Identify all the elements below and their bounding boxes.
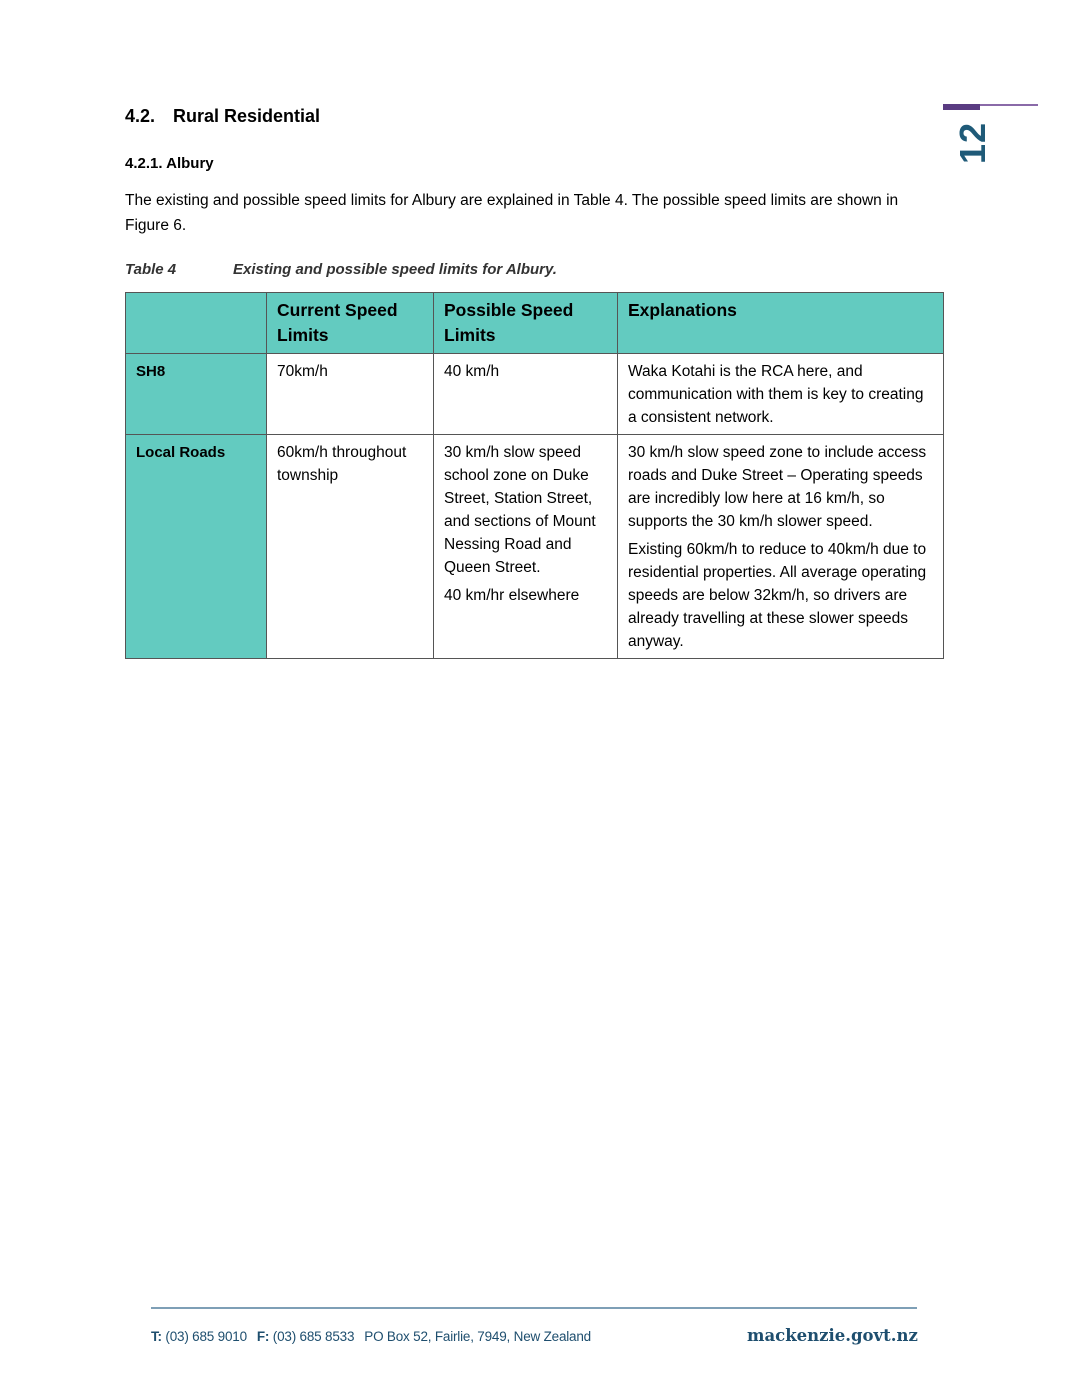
section-number: 4.2.: [125, 106, 156, 126]
header-current: Current Speed Limits: [267, 293, 434, 354]
phone-label: T:: [151, 1329, 162, 1344]
corner-mark-bar: [943, 104, 980, 110]
header-road: [126, 293, 267, 354]
header-explanations: Explanations: [618, 293, 944, 354]
possible-limit: [434, 435, 618, 659]
speed-limits-table: [125, 292, 944, 659]
current-limit: 70km/h: [267, 354, 434, 435]
road-name: Local Roads: [126, 435, 267, 659]
possible-limit-text: 40 km/h: [444, 363, 500, 380]
possible-limit-text: 40 km/hr elsewhere: [444, 587, 580, 604]
possible-limit-text: 30 km/h slow speed school zone on Duke Street, Station Street, and sections of Mount Nessing Road and Queen Street.: [444, 444, 596, 576]
explanation: [618, 354, 944, 435]
road-name: SH8: [126, 354, 267, 435]
footer-website: mackenzie.govt.nz: [747, 1326, 918, 1345]
explanation-text: Waka Kotahi is the RCA here, and communication with them is key to creating a consistent network.: [628, 363, 924, 426]
postal-address: PO Box 52, Fairlie, 7949, New Zealand: [364, 1329, 591, 1344]
corner-mark-line: [980, 104, 1038, 106]
subsection-heading: 4.2.1. Albury: [125, 155, 214, 172]
footer-divider: [151, 1307, 917, 1309]
explanation: [618, 435, 944, 659]
page-number: 12: [952, 121, 993, 165]
table-header-row: [126, 293, 944, 354]
table-caption-text: Existing and possible speed limits for Albury.: [233, 261, 557, 278]
footer-contact: [151, 1328, 591, 1346]
explanation-text: Existing 60km/h to reduce to 40km/h due to residential properties. All average operating speeds are below 32km/h, so drivers are already travelling at these slower speeds anyway.: [628, 541, 927, 650]
explanation-text: 30 km/h slow speed zone to include access roads and Duke Street – Operating speeds are incredibly low here at 16 km/h, so supports the 30 km/h slower speed.: [628, 444, 927, 530]
fax-label: F:: [256, 1329, 270, 1344]
phone-number: (03) 685 9010: [165, 1329, 247, 1344]
table-caption-label: Table 4: [125, 261, 177, 278]
fax-number: (03) 685 8533: [272, 1329, 355, 1344]
intro-paragraph: The existing and possible speed limits for Albury are explained in Table 4. The possible speed limits are shown in Figure 6.: [125, 192, 899, 234]
current-limit: 60km/h throughout township: [267, 435, 434, 659]
table-caption: [125, 259, 557, 281]
table-row: [126, 435, 944, 659]
possible-limit: [434, 354, 618, 435]
header-possible: Possible Speed Limits: [434, 293, 618, 354]
table-row: [126, 354, 944, 435]
section-heading: [125, 104, 320, 128]
section-title: Rural Residential: [173, 106, 321, 126]
